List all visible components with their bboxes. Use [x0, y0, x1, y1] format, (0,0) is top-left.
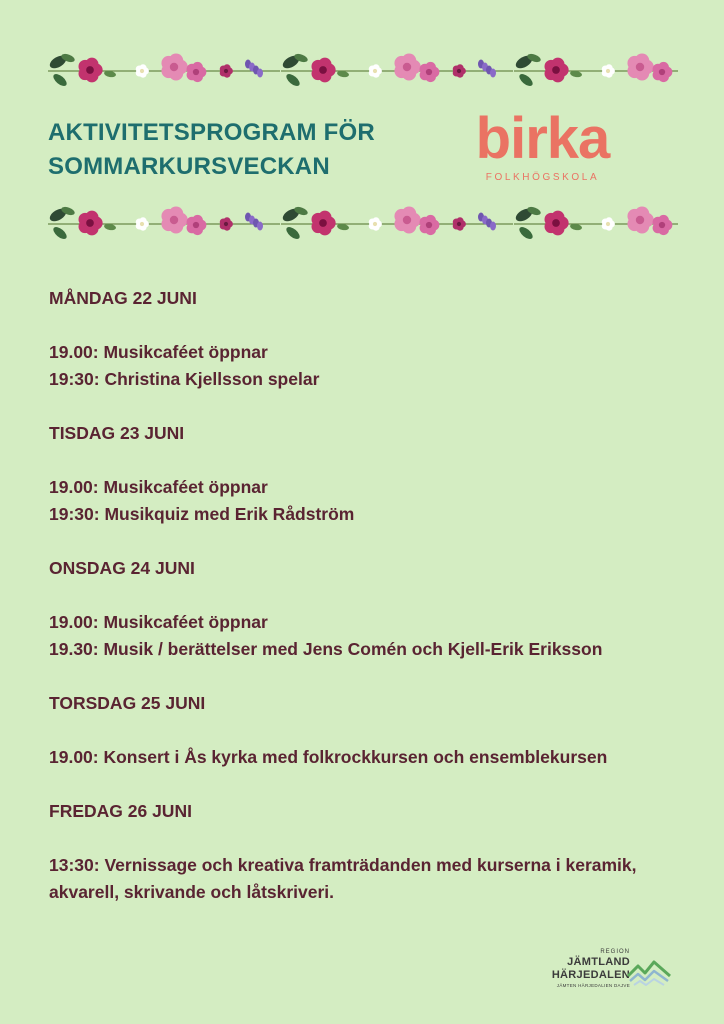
logo-wordmark: birka — [475, 106, 610, 171]
lavender-icon — [257, 69, 263, 78]
mountain-icon — [626, 956, 672, 988]
leaf-icon — [51, 72, 68, 88]
region-jamtland-harjedalen-logo — [540, 948, 675, 1000]
events-monday — [49, 339, 699, 393]
lavender-icon — [490, 69, 496, 78]
region-logo-text — [540, 948, 630, 989]
page-title — [48, 116, 448, 184]
flower-garland-top — [48, 50, 678, 92]
region-small-text: JÄMTEN HÄRJEDALIEN DAJVE — [556, 983, 630, 988]
pink-flower-icon — [653, 62, 673, 82]
rose-icon — [545, 211, 569, 236]
events-friday — [49, 852, 699, 906]
event-item: 19.30: Musik / berättelser med Jens Comén och Kjell-Erik Eriksson — [49, 639, 603, 659]
region-name-line-2: HÄRJEDALEN — [551, 969, 630, 981]
schedule — [49, 285, 699, 933]
flower-garland-bottom — [48, 203, 678, 245]
events-thursday — [49, 744, 699, 771]
pink-flower-icon — [420, 215, 440, 235]
title-line-2: SOMMARKURSVECKAN — [48, 153, 330, 180]
logo-subtitle: FOLKHÖGSKOLA — [485, 172, 600, 183]
lavender-icon — [490, 222, 496, 231]
leaf-icon — [517, 225, 534, 241]
pink-flower-icon — [420, 62, 440, 82]
event-item: 19.00: Musikcaféet öppnar — [49, 477, 268, 497]
peony-icon — [394, 54, 420, 81]
small-rose-icon — [220, 217, 233, 230]
white-flower-icon — [369, 64, 382, 77]
day-heading-tuesday: TISDAG 23 JUNI — [49, 423, 185, 443]
leaf-icon — [284, 225, 301, 241]
lavender-icon — [257, 222, 263, 231]
leaf-icon — [284, 72, 301, 88]
region-name-line-1: JÄMTLAND — [567, 956, 630, 968]
day-heading-monday: MÅNDAG 22 JUNI — [49, 288, 197, 308]
event-item: 19:30: Christina Kjellsson spelar — [49, 369, 320, 389]
event-item: 13:30: Vernissage och kreativa framträdanden med kurserna i keramik, akvarell, skrivande och låtskriveri. — [49, 855, 637, 902]
small-rose-icon — [453, 64, 466, 77]
day-heading-wednesday: ONSDAG 24 JUNI — [49, 558, 195, 578]
event-item: 19.00: Musikcaféet öppnar — [49, 342, 268, 362]
pink-flower-icon — [653, 215, 673, 235]
rose-icon — [312, 211, 336, 236]
events-tuesday — [49, 474, 699, 528]
white-flower-icon — [369, 217, 382, 230]
peony-icon — [394, 207, 420, 234]
small-rose-icon — [453, 217, 466, 230]
event-item: 19.00: Musikcaféet öppnar — [49, 612, 268, 632]
white-flower-icon — [136, 217, 149, 230]
region-label: REGION — [600, 949, 630, 955]
pink-flower-icon — [187, 62, 207, 82]
birka-logo — [470, 108, 615, 188]
pink-flower-icon — [187, 215, 207, 235]
title-line-1: AKTIVITETSPROGRAM FÖR — [48, 119, 375, 146]
leaf-icon — [51, 225, 68, 241]
peony-icon — [161, 207, 187, 234]
rose-icon — [79, 58, 103, 83]
events-wednesday — [49, 609, 699, 663]
rose-icon — [79, 211, 103, 236]
white-flower-icon — [602, 64, 615, 77]
small-rose-icon — [220, 64, 233, 77]
day-heading-friday: FREDAG 26 JUNI — [49, 801, 192, 821]
leaf-icon — [517, 72, 534, 88]
white-flower-icon — [602, 217, 615, 230]
white-flower-icon — [136, 64, 149, 77]
rose-icon — [545, 58, 569, 83]
event-item: 19.00: Konsert i Ås kyrka med folkrockkursen och ensemblekursen — [49, 747, 608, 767]
rose-icon — [312, 58, 336, 83]
day-heading-thursday: TORSDAG 25 JUNI — [49, 693, 206, 713]
event-item: 19:30: Musikquiz med Erik Rådström — [49, 504, 355, 524]
peony-icon — [627, 54, 653, 81]
peony-icon — [161, 54, 187, 81]
peony-icon — [627, 207, 653, 234]
